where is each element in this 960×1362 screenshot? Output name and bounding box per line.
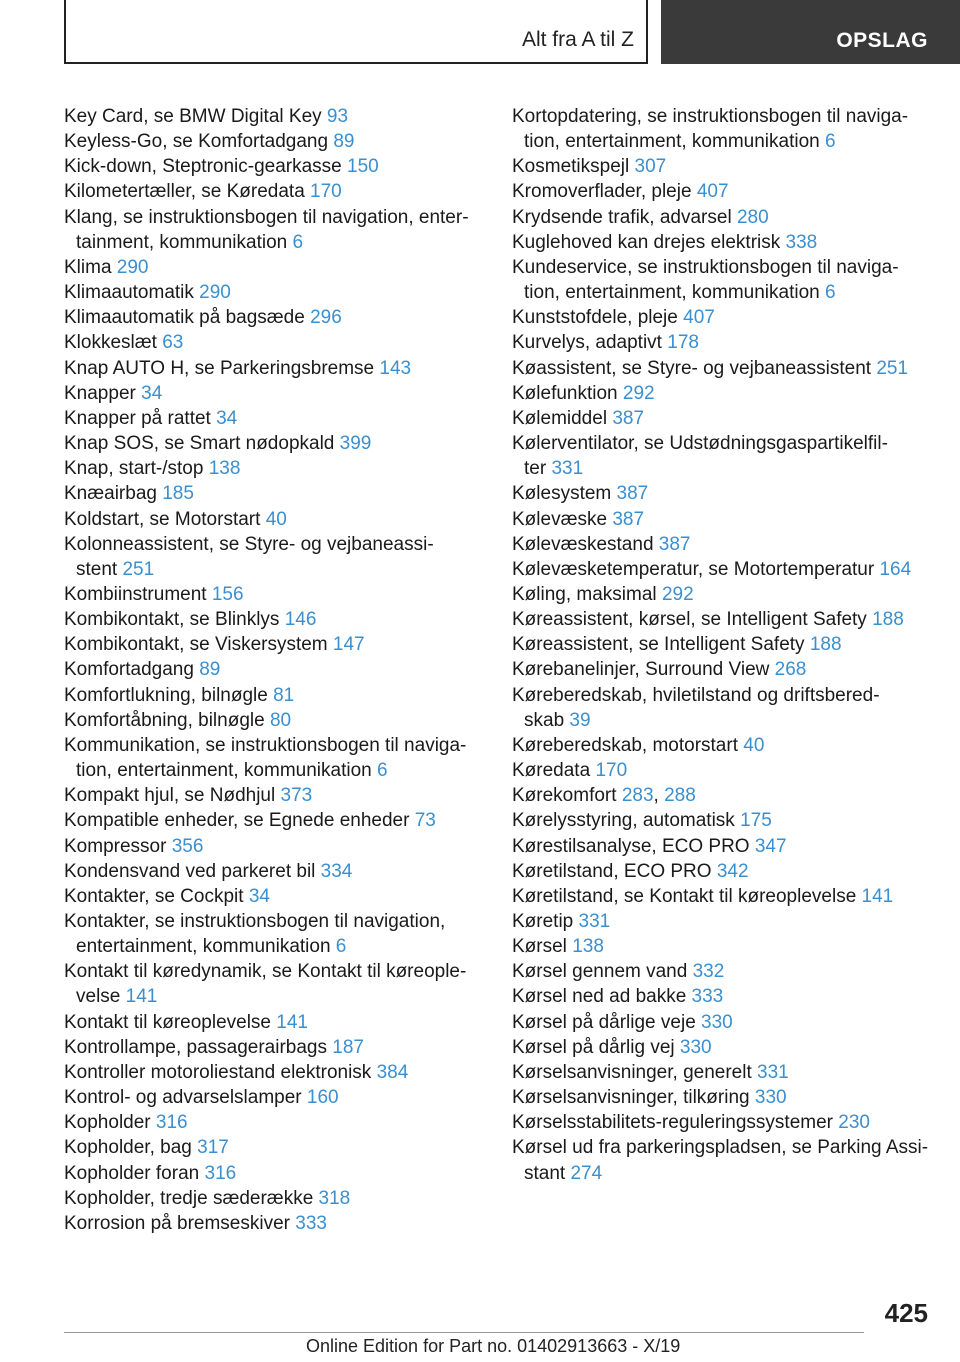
index-entry	[64, 205, 484, 255]
page-reference-link[interactable]: 6	[825, 131, 836, 153]
section-title: Alt fra A til Z	[521, 28, 634, 51]
index-term: Kundeservice, se instruktionsbogen til naviga-	[512, 256, 899, 278]
page-header	[0, 0, 960, 66]
page-reference-link[interactable]: 188	[872, 609, 904, 631]
index-term: Kontakt til køreoplevelse	[64, 1011, 271, 1033]
index-entry	[64, 708, 484, 733]
footer-edition-text: Online Edition for Part no. 01402913663 - X/19	[306, 1336, 681, 1356]
index-term-continuation: skab	[524, 709, 565, 731]
index-entry	[512, 1035, 932, 1060]
page-number: 425	[884, 1298, 928, 1328]
index-entry	[64, 179, 484, 204]
index-term: Kick-down, Steptronic-gearkasse	[64, 156, 342, 178]
index-entry	[512, 632, 932, 657]
chapter-tab-label: OPSLAG	[836, 29, 928, 52]
page-reference-link[interactable]: 288	[664, 785, 696, 807]
index-column-right	[512, 104, 932, 1186]
index-term: Køredata	[512, 760, 591, 782]
index-entry	[512, 657, 932, 682]
page-reference-link[interactable]: 178	[667, 332, 699, 354]
index-term: Knap SOS, se Smart nødopkald	[64, 433, 335, 455]
index-entry	[512, 683, 932, 733]
page-reference-link[interactable]: 318	[318, 1187, 351, 1209]
page-reference-link[interactable]: 141	[861, 885, 894, 907]
index-term: Krydsende trafik, advarsel	[512, 206, 732, 228]
page-reference-link[interactable]: 251	[876, 357, 909, 379]
index-entry	[512, 305, 932, 330]
index-term: Køreassistent, kørsel, se Intelligent Safety	[512, 609, 867, 631]
index-entry	[64, 280, 484, 305]
page-reference-link[interactable]: 89	[333, 131, 355, 153]
index-entry	[512, 230, 932, 255]
index-entry	[64, 1085, 484, 1110]
index-term: Kølerventilator, se Udstødningsgaspartikelfil-	[512, 433, 888, 455]
index-term: Kombiinstrument	[64, 583, 207, 605]
index-term: Kørekomfort	[512, 785, 617, 807]
index-term: Kompakt hjul, se Nødhjul	[64, 785, 276, 807]
page-reference-link[interactable]: 89	[199, 659, 221, 681]
index-entry	[64, 959, 484, 1009]
index-entry	[64, 1161, 484, 1186]
index-entry	[512, 909, 932, 934]
page-reference-link[interactable]: 34	[216, 407, 238, 429]
index-entry	[64, 834, 484, 859]
index-entry	[512, 834, 932, 859]
page-reference-link[interactable]: 40	[743, 734, 765, 756]
index-entry	[64, 909, 484, 959]
index-entry	[512, 431, 932, 481]
index-term-continuation: tion, entertainment, kommunikation	[524, 131, 820, 153]
index-term: Koldstart, se Motorstart	[64, 508, 261, 530]
page-reference-link[interactable]: 251	[122, 558, 155, 580]
page-reference-link[interactable]: 143	[379, 357, 412, 379]
page-reference-link[interactable]: 342	[716, 860, 749, 882]
index-entry	[64, 305, 484, 330]
page-reference-link[interactable]: 81	[273, 684, 295, 706]
page-reference-link[interactable]: 330	[679, 1036, 712, 1058]
index-term: Kommunikation, se instruktionsbogen til naviga-	[64, 734, 467, 756]
index-term: Kopholder	[64, 1112, 151, 1134]
index-term: Kørselsstabilitets-reguleringssystemer	[512, 1112, 833, 1134]
page-reference-link[interactable]: 338	[785, 231, 818, 253]
index-entry	[64, 154, 484, 179]
index-term: Kontakter, se Cockpit	[64, 885, 244, 907]
index-entry	[64, 104, 484, 129]
index-term: Kørestilsanalyse, ECO PRO	[512, 835, 750, 857]
index-term: Kontrol- og advarselslamper	[64, 1087, 302, 1109]
index-term: Køling, maksimal	[512, 583, 657, 605]
page-reference-link[interactable]: 188	[809, 634, 842, 656]
index-entry	[512, 406, 932, 431]
page-reference-link[interactable]: 268	[774, 659, 807, 681]
index-entry	[512, 330, 932, 355]
index-term: Kondensvand ved parkeret bil	[64, 860, 316, 882]
page-reference-link[interactable]: 6	[825, 282, 836, 304]
page-reference-link[interactable]: 170	[310, 181, 342, 203]
index-entry	[64, 783, 484, 808]
footer-divider	[64, 1332, 864, 1333]
page-reference-link[interactable]: 330	[701, 1011, 733, 1033]
page-reference-link[interactable]: 170	[595, 760, 628, 782]
index-term: Komfortåbning, bilnøgle	[64, 709, 265, 731]
page-reference-link[interactable]: 387	[616, 483, 649, 505]
index-term: Kortopdatering, se instruktionsbogen til naviga-	[512, 106, 909, 127]
page-reference-link[interactable]: 138	[572, 936, 604, 958]
index-term: Kosmetikspejl	[512, 156, 630, 178]
index-entry	[512, 255, 932, 305]
page-reference-link[interactable]: 141	[125, 986, 158, 1008]
index-entry	[512, 507, 932, 532]
index-term: Kølemiddel	[512, 407, 608, 429]
index-entry	[64, 683, 484, 708]
index-entry	[512, 607, 932, 632]
page-reference-link[interactable]: 6	[292, 231, 304, 253]
page-reference-link[interactable]: 331	[551, 458, 584, 480]
index-entry	[512, 808, 932, 833]
index-term: Knapper	[64, 382, 136, 404]
index-term: Kørsel på dårlig vej	[512, 1036, 675, 1058]
index-term: Klima	[64, 256, 112, 278]
index-entry	[64, 808, 484, 833]
index-term: Kølefunktion	[512, 382, 618, 404]
index-term: Kombikontakt, se Blinklys	[64, 609, 280, 631]
index-term: Knap AUTO H, se Parkeringsbremse	[64, 357, 375, 379]
index-term: Kompressor	[64, 835, 167, 857]
chapter-tab	[661, 0, 960, 64]
index-term-continuation: stent	[76, 558, 118, 580]
index-entry	[512, 582, 932, 607]
index-term-continuation: tion, entertainment, kommunikation	[76, 760, 372, 782]
page-reference-link[interactable]: 373	[280, 785, 313, 807]
page-reference-link[interactable]: 384	[376, 1061, 409, 1083]
index-term: Kølevæske	[512, 508, 608, 530]
index-term: Køretilstand, se Kontakt til køreoplevelse	[512, 885, 857, 907]
page-reference-link[interactable]: 141	[276, 1011, 308, 1033]
index-term: Kopholder, bag	[64, 1137, 192, 1159]
index-term: Keyless-Go, se Komfortadgang	[64, 131, 329, 153]
index-term: Key Card, se BMW Digital Key	[64, 106, 322, 127]
page-reference-link[interactable]: 6	[377, 760, 388, 782]
index-term: Kurvelys, adaptivt	[512, 332, 662, 354]
index-term: Knæairbag	[64, 483, 157, 505]
index-term: Køretilstand, ECO PRO	[512, 860, 712, 882]
page-reference-link[interactable]: 63	[162, 332, 184, 354]
index-entry	[512, 1060, 932, 1085]
page-reference-link[interactable]: 34	[141, 382, 163, 404]
index-entry	[64, 1110, 484, 1135]
index-term: Knapper på rattet	[64, 407, 211, 429]
index-entry	[64, 330, 484, 355]
index-entry	[64, 607, 484, 632]
index-entry	[64, 582, 484, 607]
page-reference-link[interactable]: 407	[683, 307, 715, 329]
section-header-box	[64, 0, 648, 64]
page-reference-link[interactable]: 332	[692, 961, 725, 983]
index-entry	[512, 532, 932, 557]
index-entry	[64, 532, 484, 582]
page-reference-link[interactable]: 175	[740, 810, 772, 832]
page-reference-link[interactable]: 333	[295, 1212, 327, 1234]
index-entry	[64, 1010, 484, 1035]
index-term: Kopholder, tredje sæderække	[64, 1187, 314, 1209]
index-entry	[64, 356, 484, 381]
index-term: Kørsel ud fra parkeringspladsen, se Parking Assi-	[512, 1137, 929, 1159]
page-reference-link[interactable]: 407	[696, 181, 729, 203]
index-entry	[512, 1085, 932, 1110]
page-reference-link[interactable]: 316	[155, 1112, 188, 1134]
index-term: Kontakt til køredynamik, se Kontakt til køreople-	[64, 961, 467, 983]
index-entry	[64, 657, 484, 682]
index-entry	[512, 984, 932, 1009]
page-reference-link[interactable]: 274	[570, 1162, 603, 1184]
index-term: Klang, se instruktionsbogen til navigation, enter-	[64, 206, 469, 228]
page-reference-link[interactable]: 331	[757, 1061, 789, 1083]
index-term: Kromoverflader, pleje	[512, 181, 692, 203]
index-entry: Kørekomfort 283, 288	[512, 785, 696, 807]
index-term: Kontrollampe, passagerairbags	[64, 1036, 327, 1058]
page-reference-link[interactable]: 316	[204, 1162, 237, 1184]
page-reference-link[interactable]: 307	[634, 156, 667, 178]
index-term: Kontroller motoroliestand elektronisk	[64, 1061, 372, 1083]
page-reference-link[interactable]: 292	[661, 583, 694, 605]
index-entry	[64, 1211, 484, 1236]
index-entry	[512, 758, 932, 783]
page-reference-link[interactable]: 280	[736, 206, 769, 228]
page-reference-link[interactable]: 34	[248, 885, 270, 907]
index-term: Klokkeslæt	[64, 332, 157, 354]
page-reference-link[interactable]: 347	[754, 835, 787, 857]
page-reference-link[interactable]: 296	[310, 307, 342, 329]
index-entry	[512, 154, 932, 179]
index-term: Kombikontakt, se Viskersystem	[64, 634, 328, 656]
page-reference-link[interactable]: 187	[332, 1036, 364, 1058]
index-entry	[512, 859, 932, 884]
index-entry	[64, 1186, 484, 1211]
index-entry	[512, 381, 932, 406]
page-reference-link[interactable]: 387	[612, 407, 645, 429]
index-entry	[512, 959, 932, 984]
page-reference-link[interactable]: 73	[414, 810, 436, 832]
page-reference-link[interactable]: 164	[879, 558, 912, 580]
index-entry	[512, 884, 932, 909]
index-term: Køreberedskab, motorstart	[512, 734, 738, 756]
index-term: Kølevæskestand	[512, 533, 654, 555]
index-entry	[512, 481, 932, 506]
index-term: Kørebanelinjer, Surround View	[512, 659, 770, 681]
page-reference-link[interactable]: 40	[265, 508, 287, 530]
index-entry	[64, 859, 484, 884]
index-entry	[64, 1060, 484, 1085]
page-reference-link[interactable]: 39	[569, 709, 591, 731]
index-entry	[64, 733, 484, 783]
index-entry	[512, 934, 932, 959]
index-term: Køretip	[512, 911, 574, 932]
index-term: Kuglehoved kan drejes elektrisk	[512, 231, 781, 253]
index-term: Kørsel på dårlige veje	[512, 1011, 696, 1033]
index-entry	[64, 1135, 484, 1160]
page-reference-link[interactable]: 356	[171, 835, 204, 857]
index-entry	[64, 884, 484, 909]
page-reference-link[interactable]: 292	[622, 382, 655, 404]
index-term: Køassistent, se Styre- og vejbaneassistent	[512, 357, 872, 379]
index-entry	[64, 406, 484, 431]
page-reference-link[interactable]: 290	[199, 282, 231, 304]
index-term: Køreassistent, se Intelligent Safety	[512, 634, 805, 656]
page-reference-link[interactable]: 283	[621, 785, 654, 807]
index-entry	[512, 179, 932, 204]
index-entry	[64, 507, 484, 532]
index-entry	[512, 557, 932, 582]
index-term: Knap, start-/stop	[64, 458, 204, 480]
page-reference-link[interactable]: 185	[162, 483, 194, 505]
index-term: Komfortadgang	[64, 659, 194, 681]
page-reference-link[interactable]: 399	[339, 433, 372, 455]
index-term: Kørsel ned ad bakke	[512, 986, 687, 1008]
index-term-continuation: stant	[524, 1162, 566, 1184]
index-term: Kølesystem	[512, 483, 612, 505]
index-term-continuation: entertainment, kommunikation	[76, 936, 331, 958]
page-reference-link[interactable]: 146	[284, 609, 317, 631]
index-term-continuation: ter	[524, 458, 547, 480]
index-term: Kølevæsketemperatur, se Motortemperatur	[512, 558, 875, 580]
page-reference-link[interactable]: 93	[326, 106, 349, 127]
index-entry	[64, 431, 484, 456]
page-reference-link[interactable]: 290	[116, 256, 149, 278]
index-term: Klimaautomatik	[64, 282, 194, 304]
index-entry	[64, 456, 484, 481]
index-term: Kompatible enheder, se Egnede enheder	[64, 810, 410, 832]
page-reference-link[interactable]: 6	[335, 936, 347, 958]
index-term: Kørselsanvisninger, tilkøring	[512, 1087, 750, 1109]
page-reference-link[interactable]: 156	[211, 583, 244, 605]
index-entry	[64, 129, 484, 154]
page-reference-link[interactable]: 330	[754, 1087, 787, 1109]
index-term: Kørelysstyring, automatisk	[512, 810, 735, 832]
index-term: Kopholder foran	[64, 1162, 200, 1184]
index-entry	[512, 104, 932, 154]
index-entry	[64, 632, 484, 657]
index-term: Kørselsanvisninger, generelt	[512, 1061, 752, 1083]
index-term-continuation: tion, entertainment, kommunikation	[524, 282, 820, 304]
index-term: Køreberedskab, hviletilstand og driftsbered-	[512, 684, 880, 706]
index-term: Kørsel	[512, 936, 567, 958]
index-entry	[512, 205, 932, 230]
page-reference-link[interactable]: 230	[838, 1112, 870, 1134]
page-reference-link[interactable]: 80	[269, 709, 292, 731]
page-reference-link[interactable]: 334	[320, 860, 353, 882]
page-reference-link[interactable]: 160	[306, 1087, 339, 1109]
index-term: Komfortlukning, bilnøgle	[64, 684, 268, 706]
index-term: Kunststofdele, pleje	[512, 307, 678, 329]
index-term: Kørsel gennem vand	[512, 961, 688, 983]
page-reference-link[interactable]: 147	[332, 634, 365, 656]
index-term: Kontakter, se instruktionsbogen til navigation,	[64, 911, 446, 932]
page-reference-link[interactable]: 317	[197, 1137, 229, 1159]
index-term: Kolonneassistent, se Styre- og vejbaneassi-	[64, 533, 434, 555]
page-reference-link[interactable]: 333	[691, 986, 724, 1008]
index-entry	[512, 733, 932, 758]
index-entry	[64, 255, 484, 280]
index-entry	[64, 481, 484, 506]
index-entry	[512, 1135, 932, 1185]
page-reference-link[interactable]: 387	[658, 533, 691, 555]
page-reference-link[interactable]: 331	[578, 911, 611, 932]
index-term-continuation: velse	[76, 986, 121, 1008]
index-term: Kilometertæller, se Køredata	[64, 181, 305, 203]
index-entry	[512, 1010, 932, 1035]
page-reference-link[interactable]: 387	[612, 508, 645, 530]
index-column-left	[64, 104, 484, 1236]
index-term: Klimaautomatik på bagsæde	[64, 307, 305, 329]
index-entry	[512, 1110, 932, 1135]
index-entry	[512, 356, 932, 381]
page-reference-link[interactable]: 150	[347, 156, 379, 178]
page-reference-link[interactable]: 138	[208, 458, 241, 480]
index-entry	[64, 381, 484, 406]
index-term: Korrosion på bremseskiver	[64, 1212, 290, 1234]
index-entry	[64, 1035, 484, 1060]
index-term-continuation: tainment, kommunikation	[76, 231, 288, 253]
